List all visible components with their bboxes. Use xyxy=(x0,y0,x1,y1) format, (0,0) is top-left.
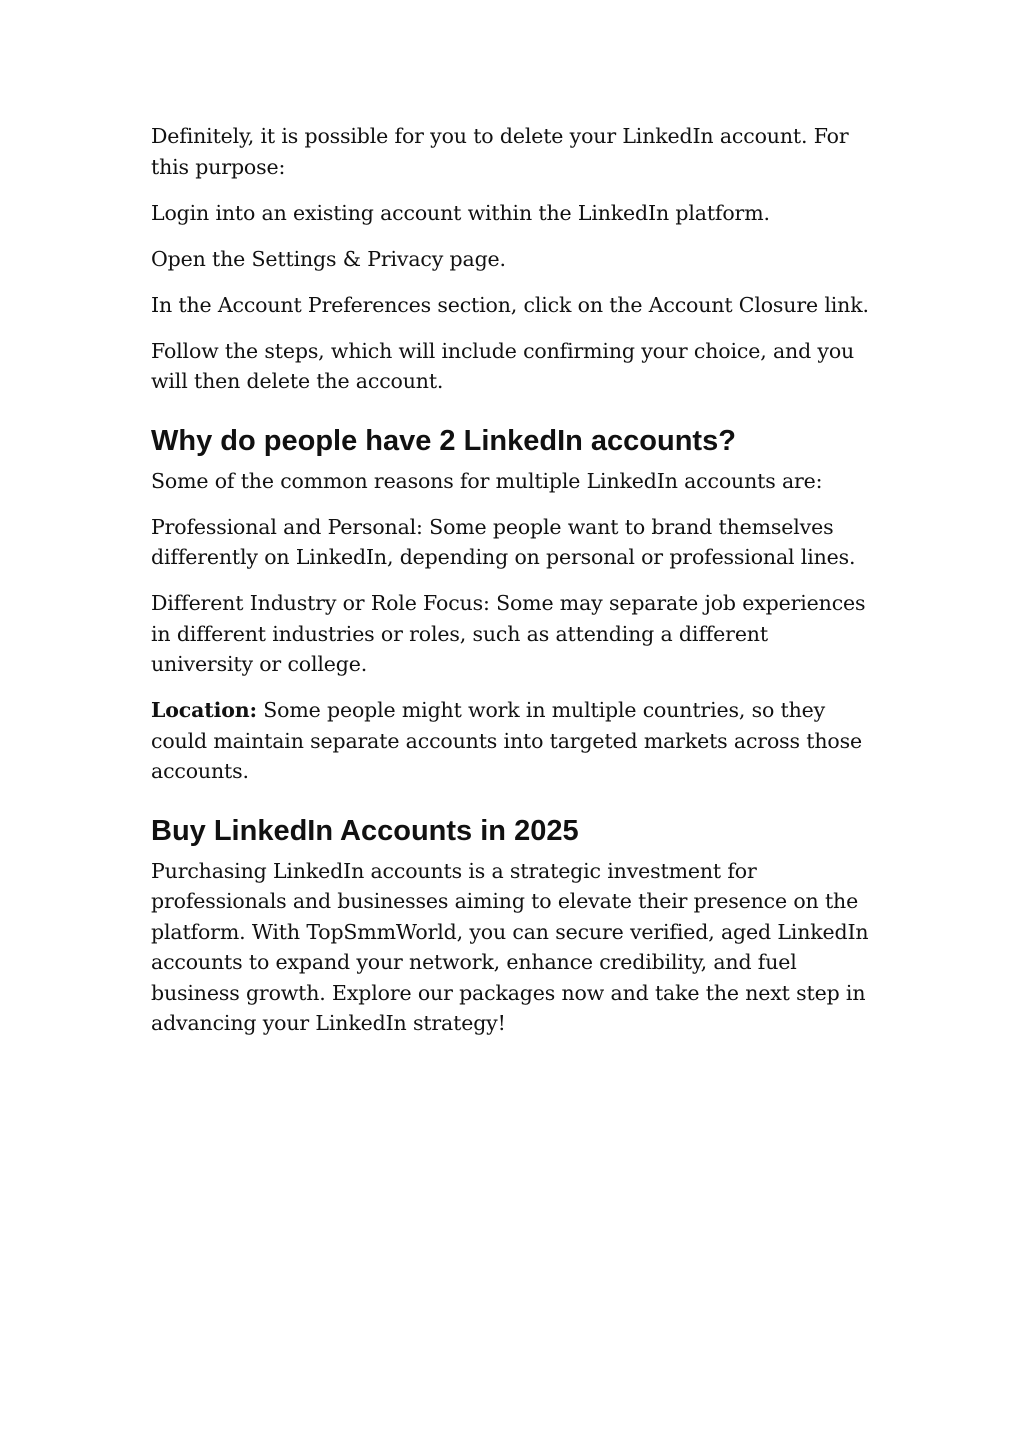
buy-paragraph: Purchasing LinkedIn accounts is a strategic investment for professionals and businesses aiming to elevate their presence on the platform. With TopSmmWorld, you can secure verified, aged LinkedIn accounts to expand your network, enhance credibility, and fuel business growth. Explore our packages now and take the next step in advancing your LinkedIn strategy! xyxy=(151,858,869,1035)
intro-paragraph: Definitely, it is possible for you to delete your LinkedIn account. For this purpose: xyxy=(151,124,849,179)
heading-why-two-accounts: Why do people have 2 LinkedIn accounts? xyxy=(151,424,736,457)
heading-buy-accounts: Buy LinkedIn Accounts in 2025 xyxy=(151,814,579,847)
reason-location-label: Location: xyxy=(151,698,257,722)
reason-industry-role: Different Industry or Role Focus: Some may separate job experiences in different industries or roles, such as attending a different university or college. xyxy=(151,591,866,676)
document-page xyxy=(151,121,876,1054)
reason-location-text: Some people might work in multiple countries, so they could maintain separate accounts into targeted markets across those accounts. xyxy=(151,698,862,783)
reason-location xyxy=(151,695,876,787)
step-open-settings: Open the Settings & Privacy page. xyxy=(151,246,506,271)
reason-professional-personal: Professional and Personal: Some people want to brand themselves differently on LinkedIn, depending on personal or professional lines. xyxy=(151,514,856,569)
step-login: Login into an existing account within the LinkedIn platform. xyxy=(151,200,770,225)
why-intro-paragraph: Some of the common reasons for multiple LinkedIn accounts are: xyxy=(151,468,823,493)
step-confirm: Follow the steps, which will include confirming your choice, and you will then delete the account. xyxy=(151,338,855,393)
step-account-closure: In the Account Preferences section, click on the Account Closure link. xyxy=(151,292,869,317)
